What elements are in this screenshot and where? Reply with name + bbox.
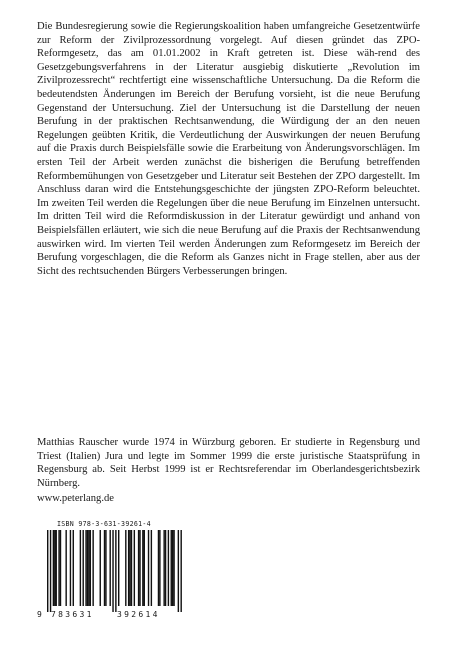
barcode [37, 530, 187, 614]
barcode-bar [100, 530, 101, 606]
publisher-url[interactable]: www.peterlang.de [37, 493, 114, 504]
barcode-bar [70, 530, 71, 606]
barcode-bar [56, 530, 57, 606]
barcode-bar [109, 530, 110, 606]
barcode-digit-first: 9 [37, 610, 42, 619]
barcode-bar [92, 530, 93, 606]
barcode-bar [104, 530, 105, 606]
barcode-bar [54, 530, 55, 606]
barcode-bar [148, 530, 149, 606]
abstract-text: Die Bundesregierung sowie die Regierungskoalition haben umfangreiche Gesetzentwürfe zur Reform der Zivilprozessordnung vorgelegt. Auf diesen gründet das ZPO-Reformgesetz, das am 01.01.2002 in Kraft getreten ist. Diese wäh-rend des Gesetzgebungsverfahrens in der Literatur ausgiebig diskutierte „Revolution im Zivilprozessrecht“ rechtfertigt eine wissenschaftliche Untersuchung. Da die Reform die bedeutendsten Änderungen im Bereich der Berufung vorsieht, ist die neue Berufung Gegenstand der Untersuchung. Ziel der Untersuchung ist die Darstellung der neuen Berufung in der praktischen Rechtsanwendung, die Würdigung der an den neuen Regelungen geübten Kritik, die Verdeutlichung der Auswirkungen der neuen Berufung auf die Praxis durch Beispielsfälle sowie die Erarbeitung von Änderungsvorschlägen. Im ersten Teil der Arbeit werden zunächst die bisherigen die Berufung betreffenden Reformbemühungen von Gesetzgeber und Literatur seit Bestehen der ZPO dargestellt. Im Anschluss daran wird die Entstehungsgeschichte der jüngsten ZPO-Reform beleuchtet. Im zweiten Teil werden die Regelungen über die neue Berufung im Einzelnen untersucht. Im dritten Teil wird die Reformdiskussion in der Literatur gewürdigt und anhand von Beispielsfällen erläutert, wie sich die neue Berufung auf die Praxis der Rechtsanwendung auswirken wird. Im vierten Teil werden Änderungen zum Reformgesetz im Bereich der Berufung vorgeschlagen, die die Reform als Ganzes nicht in Frage stellen, aber aus der Sicht des rechtsuchenden Bürgers Verbesserungen bringen. [37, 21, 420, 277]
barcode-bar [125, 530, 126, 606]
barcode-bar [168, 530, 169, 606]
barcode-bar [85, 530, 86, 606]
barcode-bar [73, 530, 74, 606]
isbn-barcode-block [37, 520, 187, 623]
author-bio: Matthias Rauscher wurde 1974 in Würzburg geboren. Er studierte in Regensburg und Triest (Italien) Jura und legte im Sommer 1999 die erste juristische Staatsprüfung in Regensburg ab. Seit Herbst 1999 ist er Rechtsreferendar im Oberlandesgerichtsbezirk Nürnberg. [37, 437, 420, 489]
barcode-bar [80, 530, 81, 606]
barcode-guard-bar [112, 530, 113, 612]
barcode-digits-right: 392614 [117, 610, 160, 619]
barcode-bar [131, 530, 132, 606]
barcode-guard-bar [50, 530, 51, 612]
isbn-label: ISBN 978-3-631-39261-4 [57, 520, 151, 528]
barcode-bar [88, 530, 89, 606]
barcode-bar [65, 530, 66, 606]
barcode-bar [105, 530, 106, 606]
barcode-digits [37, 610, 187, 622]
barcode-bar [158, 530, 159, 606]
barcode-bar [173, 530, 174, 606]
barcode-bar [128, 530, 129, 606]
barcode-bar [83, 530, 84, 606]
barcode-bar [58, 530, 59, 606]
barcode-digits-left: 783631 [51, 610, 94, 619]
barcode-bar [171, 530, 172, 606]
barcode-bar [87, 530, 88, 606]
barcode-bar [144, 530, 145, 606]
barcode-guard-bar [47, 530, 48, 612]
barcode-bar [159, 530, 160, 606]
barcode-bar [60, 530, 61, 606]
barcode-bar [163, 530, 164, 606]
barcode-bar [90, 530, 91, 606]
barcode-bar [139, 530, 140, 606]
barcode-bar [165, 530, 166, 606]
barcode-bar [138, 530, 139, 606]
barcode-bar [151, 530, 152, 606]
barcode-bar [118, 530, 119, 606]
barcode-guard-bar [115, 530, 116, 612]
barcode-guard-bar [178, 530, 179, 612]
barcode-bar [129, 530, 130, 606]
barcode-bar [172, 530, 173, 606]
barcode-bar [142, 530, 143, 606]
barcode-bar [53, 530, 54, 606]
barcode-bar [134, 530, 135, 606]
barcode-guard-bar [180, 530, 181, 612]
